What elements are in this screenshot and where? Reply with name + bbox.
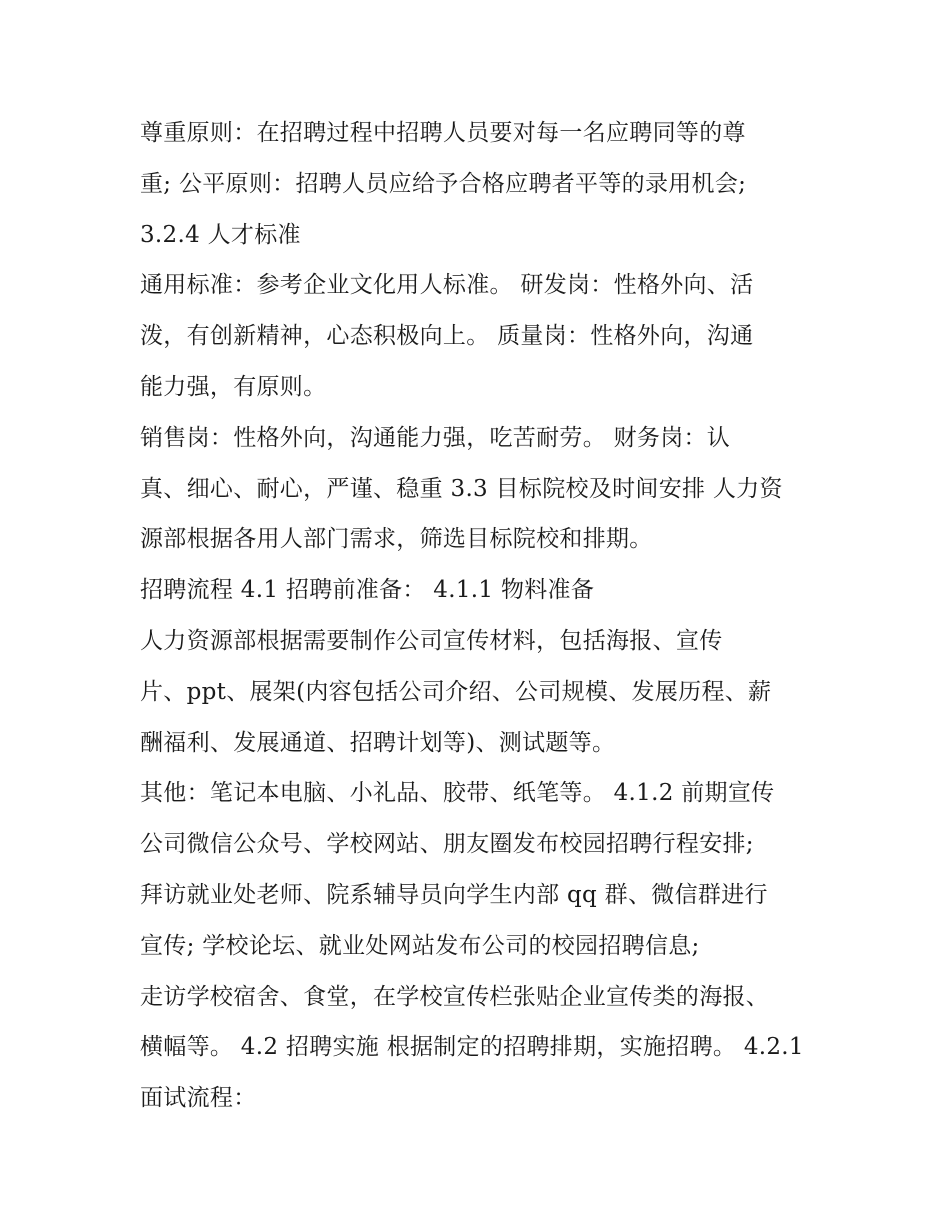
text-line: 横幅等。 4.2 招聘实施 根据制定的招聘排期，实施招聘。 4.2.1	[140, 1034, 804, 1061]
text-line: 片、ppt、展架(内容包括公司介绍、公司规模、发展历程、薪	[140, 678, 772, 705]
text-line: 重; 公平原则：招聘人员应给予合格应聘者平等的录用机会;	[140, 170, 747, 197]
document-page	[140, 108, 820, 1124]
text-line: 通用标准：参考企业文化用人标准。 研发岗：性格外向、活	[140, 272, 754, 299]
text-line: 公司微信公众号、学校网站、朋友圈发布校园招聘行程安排;	[140, 831, 754, 858]
text-line: 拜访就业处老师、院系辅导员向学生内部 qq 群、微信群进行	[140, 881, 768, 908]
text-line: 真、细心、耐心，严谨、稳重 3.3 目标院校及时间安排 人力资	[140, 475, 783, 502]
text-line: 尊重原则：在招聘过程中招聘人员要对每一名应聘同等的尊	[140, 120, 746, 146]
text-line: 能力强，有原则。	[140, 373, 327, 400]
text-line: 销售岗：性格外向，沟通能力强，吃苦耐劳。 财务岗：认	[140, 424, 731, 451]
text-line: 酬福利、发展通道、招聘计划等)、测试题等。	[140, 729, 616, 756]
text-line: 招聘流程 4.1 招聘前准备： 4.1.1 物料准备	[140, 577, 595, 604]
text-line: 源部根据各用人部门需求，筛选目标院校和排期。	[140, 526, 653, 553]
text-line: 其他：笔记本电脑、小礼品、胶带、纸笔等。 4.1.2 前期宣传	[140, 780, 775, 807]
text-line: 面试流程：	[140, 1085, 257, 1112]
text-line: 走访学校宿舍、食堂，在学校宣传栏张贴企业宣传类的海报、	[140, 983, 770, 1010]
text-line: 宣传; 学校论坛、就业处网站发布公司的校园招聘信息;	[140, 932, 700, 959]
section-heading: 3.2.4 人才标准	[140, 221, 301, 248]
text-line: 人力资源部根据需要制作公司宣传材料，包括海报、宣传	[140, 627, 723, 654]
text-line: 泼，有创新精神，心态积极向上。 质量岗：性格外向，沟通	[140, 323, 754, 350]
